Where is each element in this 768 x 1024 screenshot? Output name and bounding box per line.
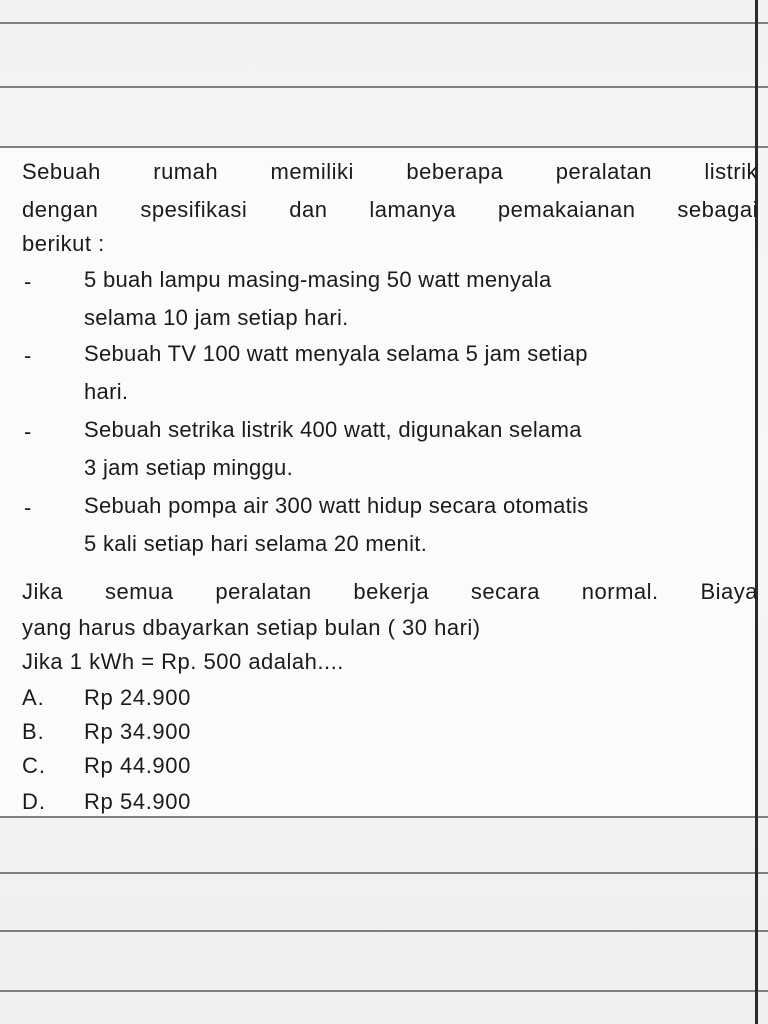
option-a-letter: A. bbox=[22, 685, 45, 710]
ruled-line bbox=[0, 930, 768, 932]
list-bullet: - bbox=[24, 419, 32, 444]
list-item-line: 3 jam setiap minggu. bbox=[84, 455, 293, 480]
ruled-line bbox=[0, 990, 768, 992]
option-b-letter: B. bbox=[22, 719, 45, 744]
list-item-line: 5 kali setiap hari selama 20 menit. bbox=[84, 531, 428, 556]
list-bullet: - bbox=[24, 495, 32, 520]
list-item-line: hari. bbox=[84, 379, 129, 404]
list-item-line: Sebuah setrika listrik 400 watt, digunakan selama bbox=[84, 417, 582, 442]
list-item-line: Sebuah TV 100 watt menyala selama 5 jam setiap bbox=[84, 341, 588, 366]
option-d-value: Rp 54.900 bbox=[84, 789, 191, 814]
list-item-line: selama 10 jam setiap hari. bbox=[84, 305, 349, 330]
page-margin-line bbox=[755, 0, 758, 1024]
ruled-line bbox=[0, 86, 768, 88]
list-item-line: 5 buah lampu masing-masing 50 watt menyala bbox=[84, 267, 552, 292]
ruled-line bbox=[0, 22, 768, 24]
option-b-value: Rp 34.900 bbox=[84, 719, 191, 744]
closing-line-3: Jika 1 kWh = Rp. 500 adalah.... bbox=[22, 649, 344, 674]
intro-line-1: Sebuah rumah memiliki beberapa peralatan listrik bbox=[22, 159, 758, 184]
option-c-letter: C. bbox=[22, 753, 46, 778]
question-block bbox=[0, 148, 755, 816]
list-item-line: Sebuah pompa air 300 watt hidup secara otomatis bbox=[84, 493, 589, 518]
closing-line-2: yang harus dbayarkan setiap bulan ( 30 hari) bbox=[22, 615, 481, 640]
intro-line-3: berikut : bbox=[22, 231, 105, 256]
closing-line-1: Jika semua peralatan bekerja secara normal. Biaya bbox=[22, 579, 758, 604]
option-a-value: Rp 24.900 bbox=[84, 685, 191, 710]
list-bullet: - bbox=[24, 269, 32, 294]
intro-line-2: dengan spesifikasi dan lamanya pemakaianan sebagai bbox=[22, 197, 758, 222]
list-bullet: - bbox=[24, 343, 32, 368]
ruled-line bbox=[0, 872, 768, 874]
option-d-letter: D. bbox=[22, 789, 46, 814]
ruled-line bbox=[0, 816, 768, 818]
option-c-value: Rp 44.900 bbox=[84, 753, 191, 778]
